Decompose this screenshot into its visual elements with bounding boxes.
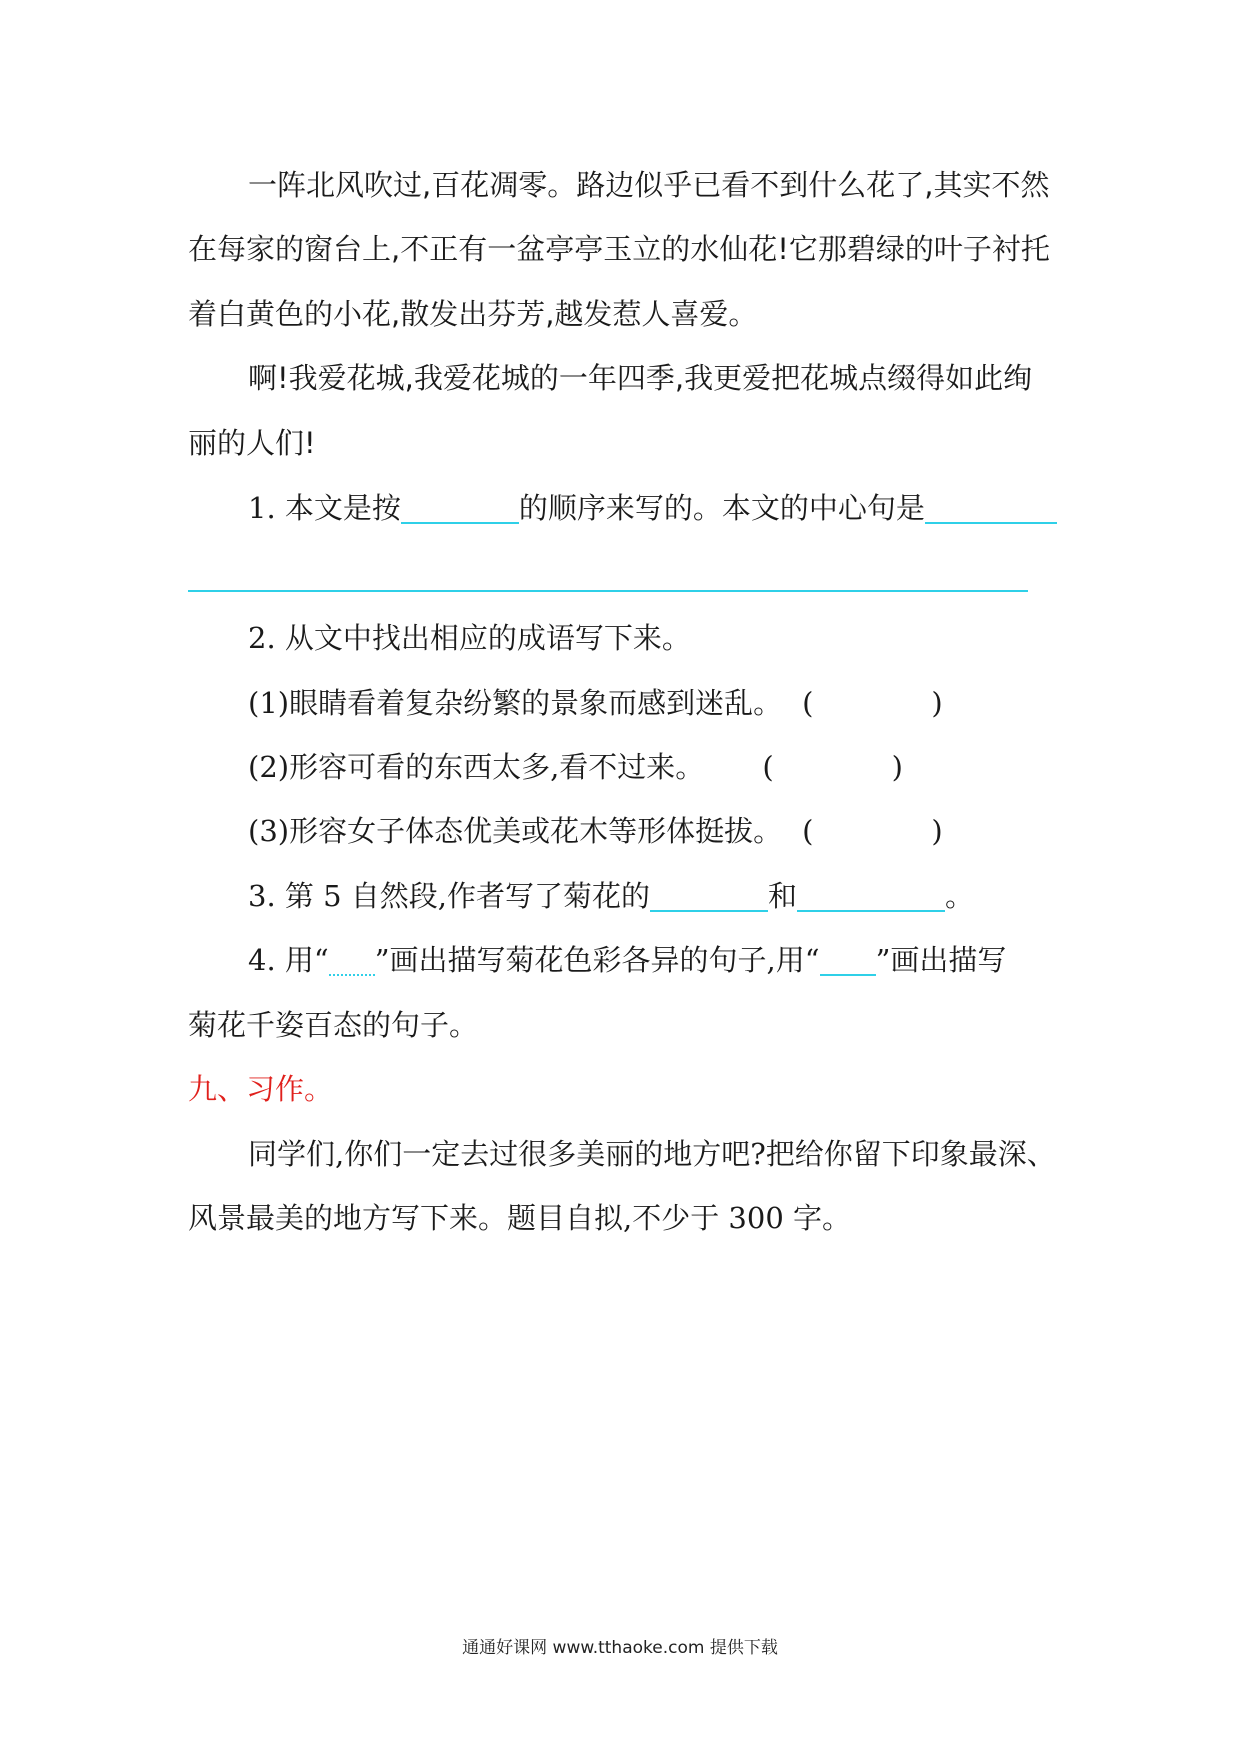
section-9-line: 风景最美的地方写下来。题目自拟,不少于 300 字。 — [188, 1201, 852, 1235]
paren-close: ) — [891, 750, 903, 784]
passage-line: 啊!我爱花城,我爱花城的一年四季,我更爱把花城点缀得如此绚 — [248, 361, 1033, 395]
solid-underline-sample — [820, 970, 876, 976]
section-9-line: 同学们,你们一定去过很多美丽的地方吧?把给你留下印象最深、 — [248, 1137, 1056, 1171]
question-1-prefix: 1. 本文是按 — [248, 491, 401, 525]
question-2-item — [248, 747, 903, 787]
passage-line: 一阵北风吹过,百花凋零。路边似乎已看不到什么花了,其实不然 — [248, 168, 1050, 202]
section-9-title: 九、习作。 — [188, 1072, 334, 1106]
question-2-item — [248, 683, 943, 723]
answer-line-central-sentence[interactable] — [188, 590, 1028, 592]
answer-blank-chrysanthemum-2[interactable] — [797, 906, 945, 912]
question-3-and: 和 — [768, 879, 798, 913]
paren-close: ) — [931, 814, 943, 848]
page-footer: 通通好课网 www.tthaoke.com 提供下载 — [462, 1638, 778, 1658]
question-1 — [248, 488, 1057, 528]
question-3-end: 。 — [945, 879, 975, 913]
paren-open: ( — [802, 686, 814, 720]
answer-blank-chrysanthemum-1[interactable] — [650, 906, 768, 912]
question-2-item — [248, 811, 943, 851]
question-4 — [248, 940, 1006, 980]
question-2-item-text: (2)形容可看的东西太多,看不过来。 — [248, 750, 705, 784]
question-3 — [248, 876, 974, 916]
passage-line: 丽的人们! — [188, 426, 316, 460]
dotted-underline-sample — [329, 970, 375, 976]
question-1-middle: 的顺序来写的。本文的中心句是 — [518, 491, 925, 525]
question-4-part-b: ”画出描写菊花色彩各异的句子,用“ — [374, 943, 820, 977]
question-4-part-c: ”画出描写 — [875, 943, 1007, 977]
question-4-part-a: 4. 用“ — [248, 943, 329, 977]
question-4-line-2: 菊花千姿百态的句子。 — [188, 1008, 479, 1042]
passage-line: 在每家的窗台上,不正有一盆亭亭玉立的水仙花!它那碧绿的叶子衬托 — [188, 232, 1050, 266]
answer-blank-order[interactable] — [401, 518, 519, 524]
question-2-item-text: (3)形容女子体态优美或花木等形体挺拔。 — [248, 814, 783, 848]
question-3-prefix: 3. 第 5 自然段,作者写了菊花的 — [248, 879, 650, 913]
answer-blank-central-sentence[interactable] — [925, 518, 1057, 524]
paren-close: ) — [931, 686, 943, 720]
question-2-title: 2. 从文中找出相应的成语写下来。 — [248, 621, 691, 655]
passage-line: 着白黄色的小花,散发出芬芳,越发惹人喜爱。 — [188, 297, 758, 331]
paren-open: ( — [802, 814, 814, 848]
question-2-item-text: (1)眼睛看着复杂纷繁的景象而感到迷乱。 — [248, 686, 783, 720]
paren-open: ( — [762, 750, 774, 784]
